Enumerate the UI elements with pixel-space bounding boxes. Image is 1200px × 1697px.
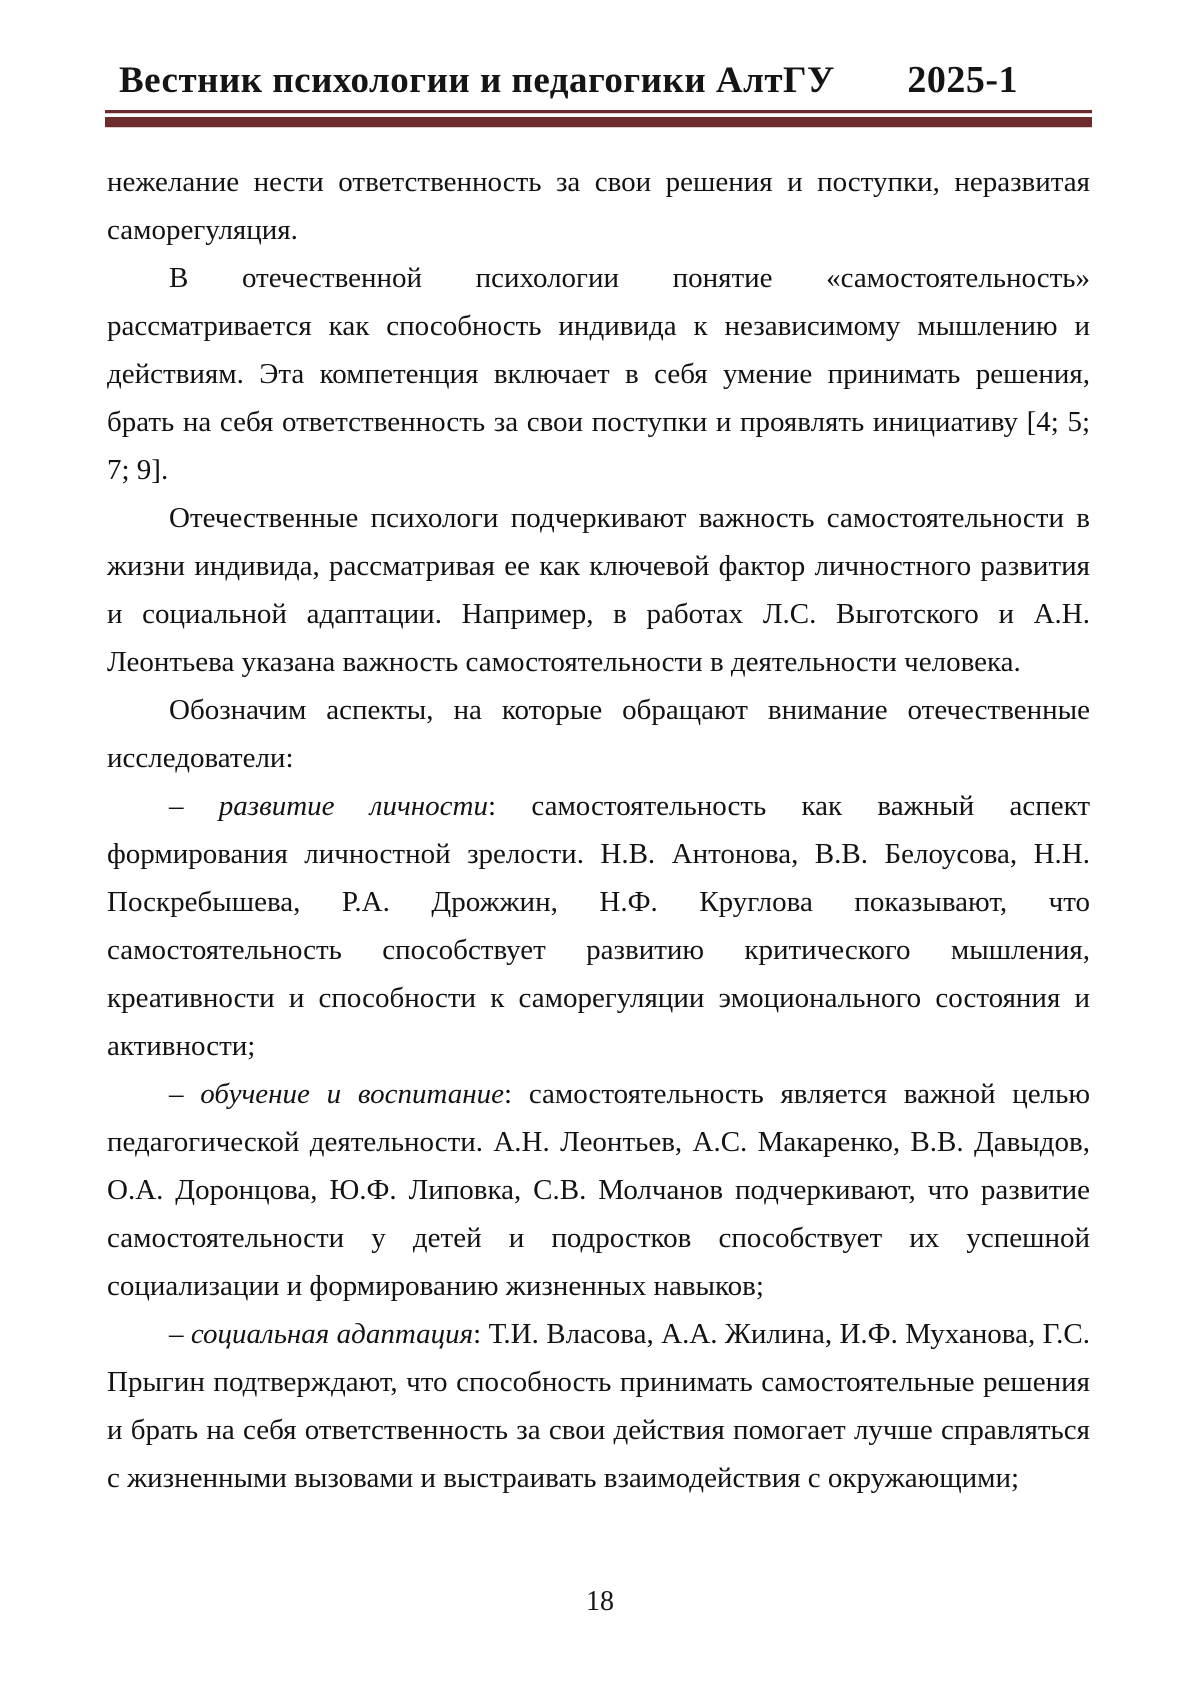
header-divider — [105, 110, 1092, 130]
journal-title: Вестник психологии и педагогики АлтГУ — [119, 60, 835, 101]
body-text: нежелание нести ответственность за свои решения и поступки, неразвитая саморегуляция. — [107, 166, 1090, 246]
body-text: : самостоятельность как важный аспект формирования личностной зрелости. Н.В. Антонова, В.В. Белоусова, Н.Н. Поскребышева, Р.А. Дрожжин, Н.Ф. Круглова показывают, что самостоятельность способствует развитию критического мышления, креативности и способности к саморегуляции эмоционального состояния и активности; — [107, 790, 1090, 1062]
page-footer — [0, 1586, 1200, 1618]
paragraph — [107, 158, 1090, 254]
paragraph — [107, 782, 1090, 1070]
body-text: : самостоятельность является важной целью педагогической деятельности. А.Н. Леонтьев, А.С. Макаренко, В.В. Давыдов, О.А. Доронцова, Ю.Ф. Липовка, С.В. Молчанов подчеркивают, что развитие самостоятельности у детей и подростков способствует их успешной социализации и формированию жизненных навыков; — [107, 1078, 1091, 1302]
divider-thick-line — [105, 117, 1092, 127]
paragraph — [107, 1310, 1090, 1502]
running-head — [107, 58, 1090, 102]
divider-thin-line — [105, 110, 1092, 113]
body-text: – — [169, 1318, 191, 1350]
issue-number: 2025-1 — [907, 59, 1018, 101]
body-text: Отечественные психологи подчеркивают важность самостоятельности в жизни индивида, рассматривая ее как ключевой фактор личностного развития и социальной адаптации. Например, в работах Л.С. Выготского и А.Н. Леонтьева указана важность самостоятельности в деятельности человека. — [107, 502, 1090, 678]
paragraph — [107, 686, 1090, 782]
italic-term: обучение и воспитание — [200, 1078, 505, 1110]
body-text: : Т.И. Власова, А.А. Жилина, И.Ф. Муханова, Г.С. Прыгин подтверждают, что способность принимать самостоятельные решения и брать на себя ответственность за свои действия помогает лучше справляться с жизненными вызовами и выстраивать взаимодействия с окружающими; — [107, 1318, 1090, 1494]
body-text: – — [169, 790, 219, 822]
paragraphs — [107, 158, 1090, 1502]
paragraph — [107, 494, 1090, 686]
italic-term: социальная адаптация — [190, 1318, 474, 1350]
italic-term: развитие личности — [218, 790, 488, 822]
paragraph — [107, 1070, 1090, 1310]
body-text: – — [169, 1078, 201, 1110]
page-number: 18 — [586, 1586, 614, 1617]
body-text: Обозначим аспекты, на которые обращают внимание отечественные исследователи: — [107, 694, 1090, 774]
paragraph — [107, 254, 1090, 494]
body-text: В отечественной психологии понятие «самостоятельность» рассматривается как способность индивида к независимому мышлению и действиям. Эта компетенция включает в себя умение принимать решения, брать на себя ответственность за свои поступки и проявлять инициативу [4; 5; 7; 9]. — [107, 262, 1090, 486]
